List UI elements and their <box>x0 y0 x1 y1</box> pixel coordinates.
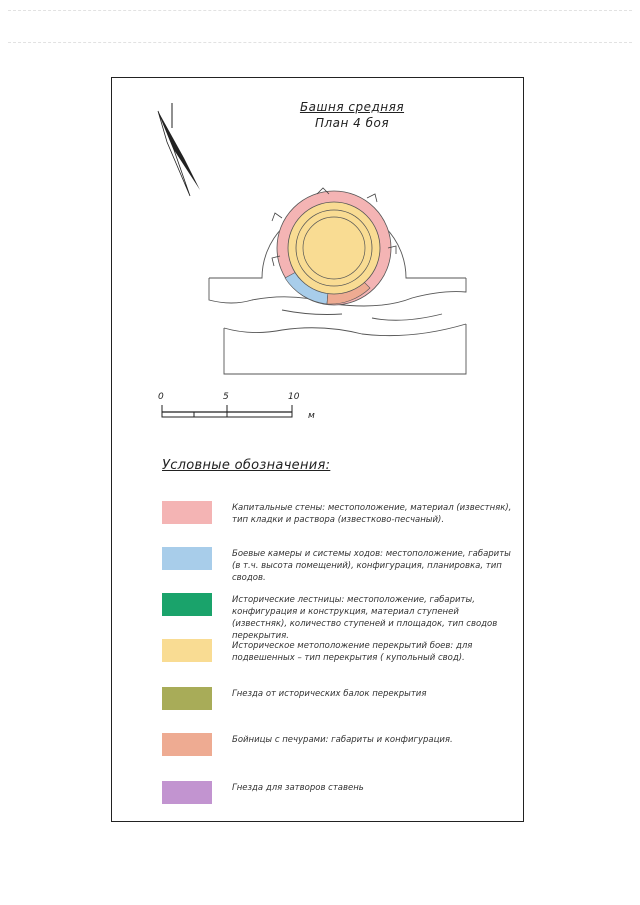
legend-swatch <box>162 593 212 616</box>
scale-tick-label: 10 <box>288 392 300 402</box>
legend-item <box>162 501 512 531</box>
legend-item <box>162 547 512 583</box>
drawing-sheet <box>111 77 524 822</box>
top-divider <box>8 10 632 11</box>
top-divider-2 <box>8 42 632 43</box>
legend-item <box>162 639 512 669</box>
legend-item-text: Боевые камеры и системы ходов: местоположение, габариты (в т.ч. высота помещений), конфигурация, планировка, тип сводов. <box>232 549 511 583</box>
legend-swatch <box>162 733 212 756</box>
legend-swatch <box>162 501 212 524</box>
legend-item-text: Капитальные стены: местоположение, материал (известняк), тип кладки и раствора (известково-песчаный). <box>232 503 512 525</box>
legend-item <box>162 781 512 811</box>
scale-tick-label: 5 <box>223 392 229 402</box>
drawing-subtitle: План 4 боя <box>314 116 390 130</box>
legend-swatch <box>162 547 212 570</box>
legend-item-text: Гнезда от исторических балок перекрытия <box>232 689 427 699</box>
scale-bar <box>162 405 292 417</box>
legend-item-text: Бойницы с печурами: габариты и конфигурация. <box>232 735 453 745</box>
legend-swatch <box>162 781 212 804</box>
legend-swatch <box>162 687 212 710</box>
tower-walls <box>272 188 396 305</box>
legend-heading: Условные обозначения: <box>162 458 331 473</box>
legend-swatch <box>162 639 212 662</box>
drawing-title: Башня средняя <box>299 100 405 114</box>
legend-item-text: Гнезда для затворов ставень <box>232 783 364 793</box>
legend-item-text: Историческое метоположение перекрытий боев: для подвешенных – тип перекрытия ( купольный свод). <box>232 641 473 663</box>
north-arrow-icon <box>158 103 200 196</box>
scale-tick-label: 0 <box>158 392 164 402</box>
legend-item <box>162 733 512 763</box>
legend-item <box>162 593 512 641</box>
legend-item-text: Исторические лестницы: местоположение, габариты, конфигурация и конструкция, материал ступеней (известняк), количество ступеней и площадок, тип сводов перекрытия. <box>232 595 498 641</box>
legend-item <box>162 687 512 717</box>
scale-unit: м <box>308 411 315 421</box>
